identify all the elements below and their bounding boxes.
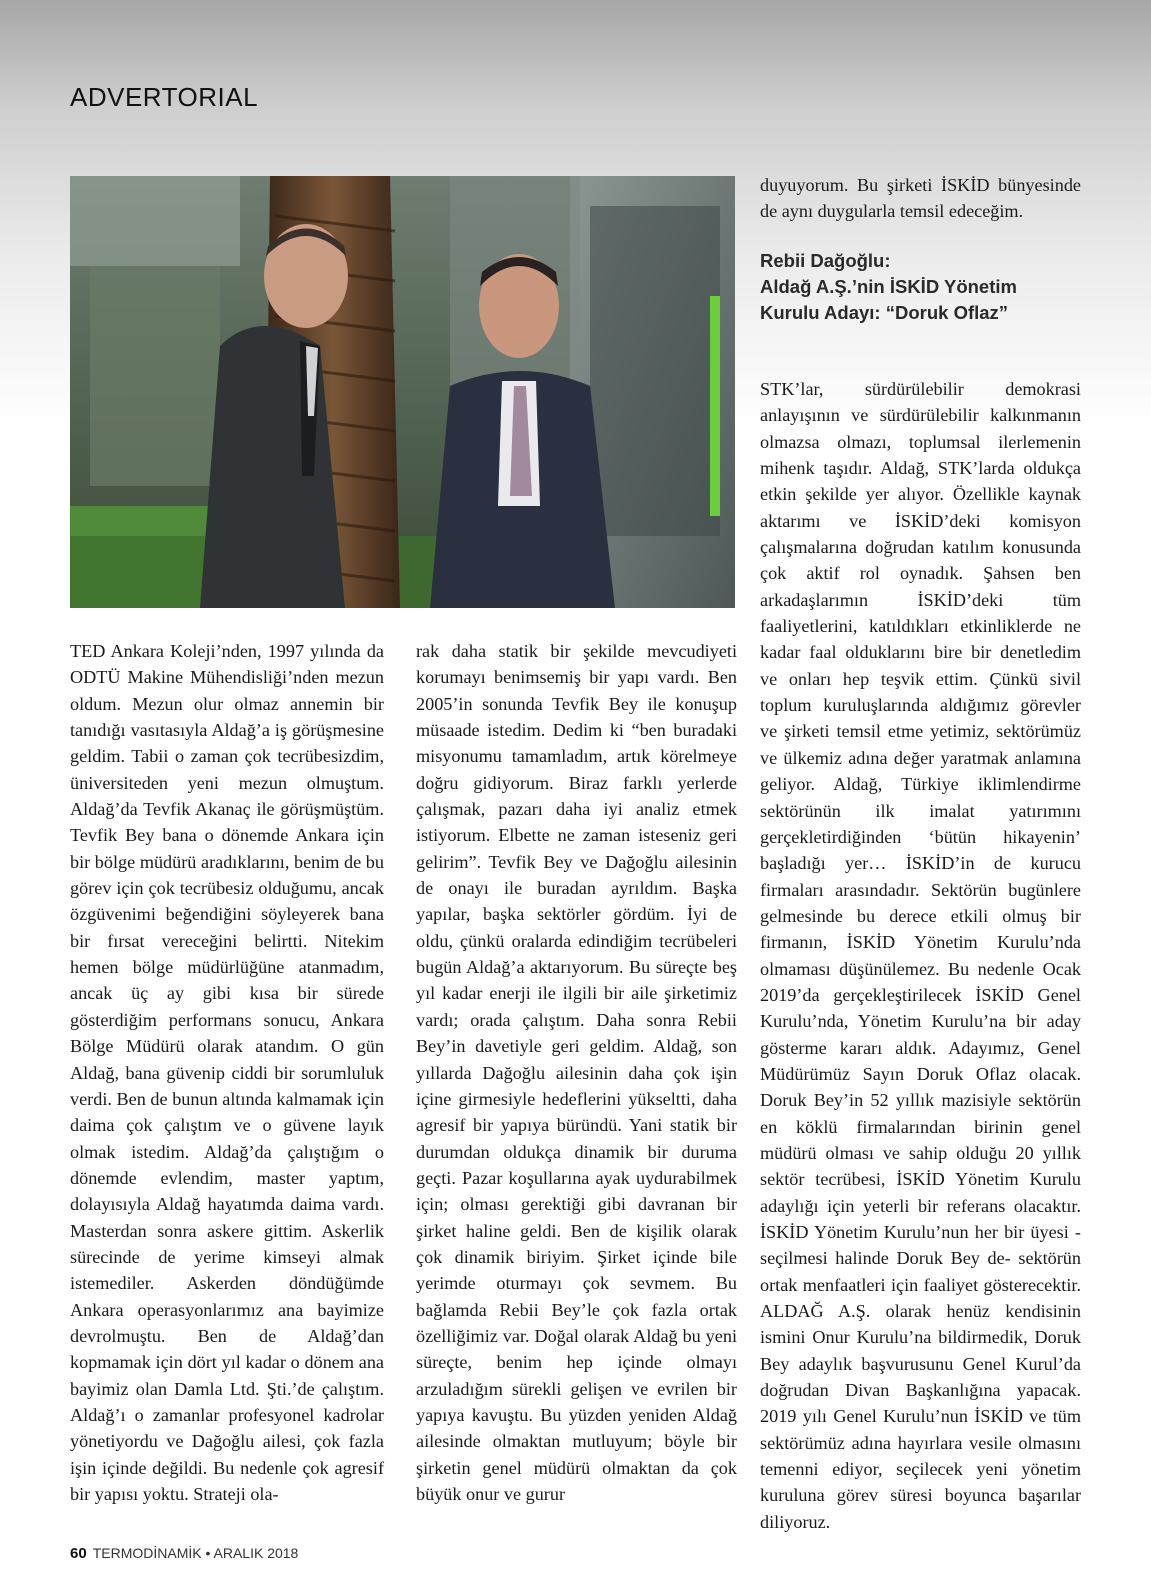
magazine-name: TERMODİNAMİK — [92, 1545, 202, 1561]
page-number: 60 — [70, 1545, 87, 1562]
article-column-3: STK’lar, sürdürülebilir demokrasi anlayışının ve sürdürülebilir kalkınmanın olmazsa olmazı, toplumsal ilerlemenin mihenk taşıdır. Aldağ, STK’larda oldukça etkin şekilde yer alıyor. Özellikle kaynak aktarımı ve İSKİD’deki komisyon çalışmalarına doğrudan katılım konusunda çok aktif rol oynadık. Şahsen ben arkadaşlarımın İSKİD’deki tüm faaliyetlerini, katıldıkları etkinliklerde ne kadar faal olduklarını bire bir denetledim ve onları hep teşvik ettim. Çünkü sivil toplum kuruluşlarında aldığımız görevler ve şirketi temsil etme yetimiz, sektörümüz ve ülkemiz adına değer yaratmak anlamına geliyor. Aldağ, Türkiye iklimlendirme sektörünün ilk imalat yatırımını gerçekletirdiğinden ‘bütün hikayenin’ başladığı yer… İSKİD’in de kurucu firmaları arasındadır. Sektörün bugünlere gelmesinde bu derece etkili olmuş bir firmanın, İSKİD Yönetim Kurulu’nda olmaması düşünülemez. Bu nedenle Ocak 2019’da gerçekleştirilecek İSKİD Genel Kurulu’nda, Yönetim Kurulu’na bir aday gösterme kararı aldık. Adayımız, Genel Müdürümüz Sayın Doruk Oflaz olacak. Doruk Bey’in 52 yıllık mazisiyle sektörün en köklü firmalarından birinin genel müdürü olması ve sahip olduğu 20 yıllık sektör tecrübesi, İSKİD Yönetim Kurulu adaylığı için yeterli bir referans olacaktır. İSKİD Yönetim Kurulu’nun her bir üyesi -seçilmesi halinde Doruk Bey de- sektörün ortak menfaatleri için faaliyet gösterecektir. ALDAĞ A.Ş. olarak henüz kendisinin ismini Onur Kurulu’na bildirmedik, Doruk Bey adaylık başvurusunu Genel Kurul’da doğrudan Divan Başkanlığına yapacak. 2019 yılı Genel Kurulu’nun İSKİD ve tüm sektörümüz adına hayırlara vesile olmasını temenni ediyor, seçilecek yeni yönetim kuruluna görev süresi boyunca başarılar diliyoruz. — [760, 379, 1081, 1532]
article-column-3-lead: duyuyorum. Bu şirketi İSKİD bünyesinde de aynı duygularla temsil edeceğim. — [760, 175, 1081, 222]
article-column-1: TED Ankara Koleji’nden, 1997 yılında da ODTÜ Makine Mühendisliği’nden mezun oldum. Mezun olur olmaz annemin bir tanıdığı vasıtasıyla Aldağ’a iş görüşmesine geldim. Tabii o zaman çok tecrübesizdim, üniversiteden yeni mezun olmuştum. Aldağ’da Tevfik Akanaç ile görüşmüştüm. Tevfik Bey bana o dönemde Ankara için bir bölge müdürü aradıklarını, benim de bu görev için çok tecrübesiz olduğumu, ancak özgüvenimi beğendiğini söyleyerek bana bir fırsat vereceğini belirtti. Nitekim hemen bölge müdürlüğüne atanmadım, ancak üç ay gibi kısa bir sürede gösterdiğim performans sonucu, Ankara Bölge Müdürü olarak atandım. O gün Aldağ, bana güvenip ciddi bir sorumluluk verdi. Ben de bunun altında kalmamak için daima çok çalıştım ve o güvene layık olmak istedim. Aldağ’da çalıştığım o dönemde evlendim, master yaptım, dolayısıyla Aldağ hayatımda daima vardı. Masterdan sonra askere gittim. Askerlik sürecinde de yerime kimseyi almak istemediler. Askerden döndüğümde Ankara operasyonlarımız ana bayimize devrolmuştu. Ben de Aldağ’dan kopmamak için dört yıl kadar o dönem ana bayimiz olan Damla Ltd. Şti.’de çalıştım. Aldağ’ı o zamanlar profesyonel kadrolar yönetiyordu ve Dağoğlu ailesi, çok fazla işin içinde değildi. Bu nedenle çok agresif bir yapısı yoktu. Strateji ola- — [70, 641, 384, 1504]
heading-line: Aldağ A.Ş.’nin İSKİD Yönetim — [760, 276, 1017, 297]
interview-heading — [760, 248, 1090, 326]
heading-line: Rebii Dağoğlu: — [760, 250, 891, 271]
article-column-2: rak daha statik bir şekilde mevcudiyeti korumayı benimsemiş bir yapı vardı. Ben 2005’in sonunda Tevfik Bey ile konuşup müsaade istedim. Dedim ki “ben buradaki misyonumu tamamladım, artık körelmeye doğru gidiyorum. Biraz farklı yerlerde çalışmak, pazarı daha iyi analiz etmek istiyorum. Elbette ne zaman isteseniz geri gelirim”. Tevfik Bey ve Dağoğlu ailesinin de onayı ile buradan ayrıldım. Başka yapılar, başka sektörler gördüm. İyi de oldu, çünkü oralarda edindiğim tecrübeleri bugün Aldağ’a aktarıyorum. Bu süreçte beş yıl kadar enerji ile ilgili bir aile şirketimiz vardı; orada çalıştım. Daha sonra Rebii Bey’in davetiyle geri geldim. Aldağ, son yıllarda Dağoğlu ailesinin daha çok işin içine girmesiyle hedeflerini yükseltti, daha agresif bir yapıya büründü. Yani statik bir durumdan oldukça dinamik bir duruma geçti. Pazar koşullarına ayak uydurabilmek için; olması gerektiği gibi davranan bir şirket haline geldi. Ben de kişilik olarak çok dinamik biriyim. Şirket içinde bile yerimde oturmayı çok sevmem. Bu bağlamda Rebii Bey’le çok fazla ortak özelliğimiz var. Doğal olarak Aldağ bu yeni süreçte, benim hep içinde olmayı arzuladığım sürekli gelişen ve evrilen bir yapıya kavuştu. Bu yüzden yeniden Aldağ ailesinde olmaktan mutluyum; böyle bir şirketin genel müdürü olmaktan da çok büyük onur ve gurur — [416, 641, 737, 1504]
section-label: ADVERTORIAL — [70, 82, 259, 112]
footer-separator: • — [205, 1545, 211, 1561]
page-footer — [70, 1545, 298, 1562]
issue-date: ARALIK 2018 — [213, 1545, 299, 1561]
article-photo — [70, 176, 735, 608]
heading-line: Kurulu Adayı: “Doruk Oflaz” — [760, 302, 1009, 323]
photo-illustration — [70, 176, 735, 608]
